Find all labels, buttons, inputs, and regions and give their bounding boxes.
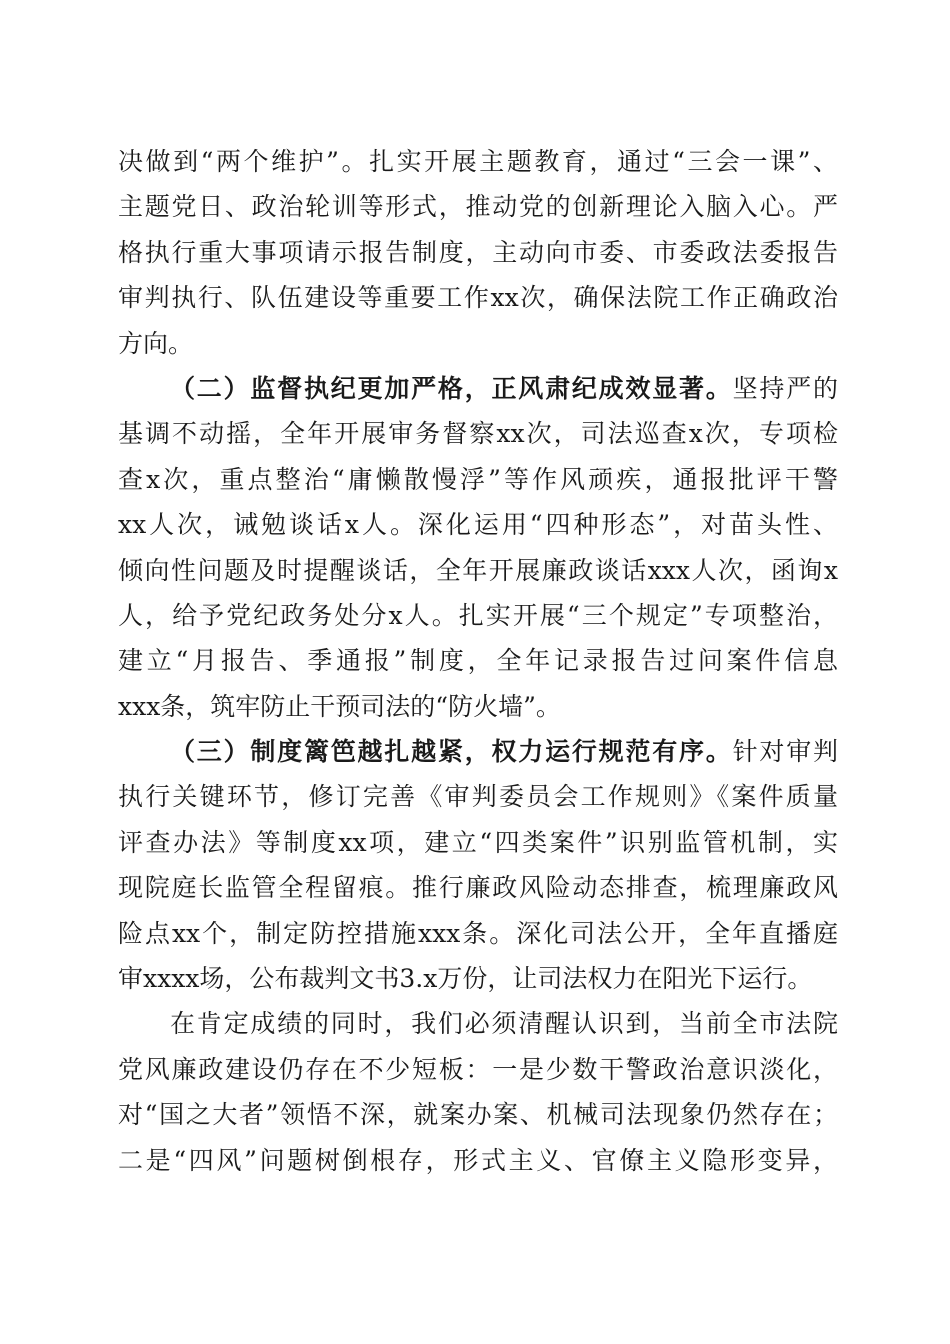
text-line: 评查办法》等制度xx项，建立“四类案件”识别监管机制，实 bbox=[118, 827, 838, 857]
paragraph-2 bbox=[118, 366, 838, 729]
text-line: 执行关键环节，修订完善《审判委员会工作规则》《案件质量 bbox=[118, 782, 838, 812]
text-line: 建立“月报告、季通报”制度，全年记录报告过问案件信息 bbox=[118, 646, 838, 676]
text-line: 方向。 bbox=[118, 328, 194, 358]
text-line: 对“国之大者”领悟不深，就案办案、机械司法现象仍然存在； bbox=[118, 1100, 838, 1130]
text-line: 倾向性问题及时提醒谈话，全年开展廉政谈话xxx人次，函询x bbox=[118, 555, 838, 585]
text-line: xxx条，筑牢防止干预司法的“防火墙”。 bbox=[118, 691, 561, 721]
text-run: 坚持严的 bbox=[732, 373, 838, 403]
text-line: 主题党日、政治轮训等形式，推动党的创新理论入脑入心。严 bbox=[118, 192, 838, 222]
text-line: 审判执行、队伍建设等重要工作xx次，确保法院工作正确政治 bbox=[118, 283, 838, 313]
text-line: 现院庭长监管全程留痕。推行廉政风险动态排查，梳理廉政风 bbox=[118, 873, 838, 903]
text-line: 险点xx个，制定防控措施xxx条。深化司法公开，全年直播庭 bbox=[118, 918, 838, 948]
text-line: 格执行重大事项请示报告制度，主动向市委、市委政法委报告 bbox=[118, 237, 838, 267]
text-line: xx人次，诫勉谈话x人。深化运用“四种形态”，对苗头性、 bbox=[118, 510, 838, 540]
paragraph-4 bbox=[118, 1001, 838, 1183]
paragraph-3 bbox=[118, 729, 838, 1001]
paragraph-1 bbox=[118, 139, 838, 366]
text-line: 党风廉政建设仍存在不少短板：一是少数干警政治意识淡化， bbox=[118, 1054, 838, 1084]
body-text bbox=[118, 139, 838, 1183]
text-line: 二是“四风”问题树倒根存，形式主义、官僚主义隐形变异， bbox=[118, 1145, 838, 1175]
section-heading: （二）监督执纪更加严格，正风肃纪成效显著。 bbox=[170, 373, 733, 403]
section-heading: （三）制度篱笆越扎越紧，权力运行规范有序。 bbox=[170, 737, 733, 767]
text-line: 在肯定成绩的同时，我们必须清醒认识到，当前全市法院 bbox=[170, 1009, 838, 1039]
text-line bbox=[118, 729, 838, 774]
text-line: 基调不动摇，全年开展审务督察xx次，司法巡查x次，专项检 bbox=[118, 419, 838, 449]
text-line: 人，给予党纪政务处分x人。扎实开展“三个规定”专项整治， bbox=[118, 600, 838, 630]
text-line: 审xxxx场，公布裁判文书3.x万份，让司法权力在阳光下运行。 bbox=[118, 964, 813, 994]
text-line: 查x次，重点整治“庸懒散慢浮”等作风顽疾，通报批评干警 bbox=[118, 464, 838, 494]
text-line bbox=[118, 366, 838, 411]
text-run: 针对审判 bbox=[732, 737, 838, 767]
text-line: 决做到“两个维护”。扎实开展主题教育，通过“三会一课”、 bbox=[118, 147, 838, 176]
